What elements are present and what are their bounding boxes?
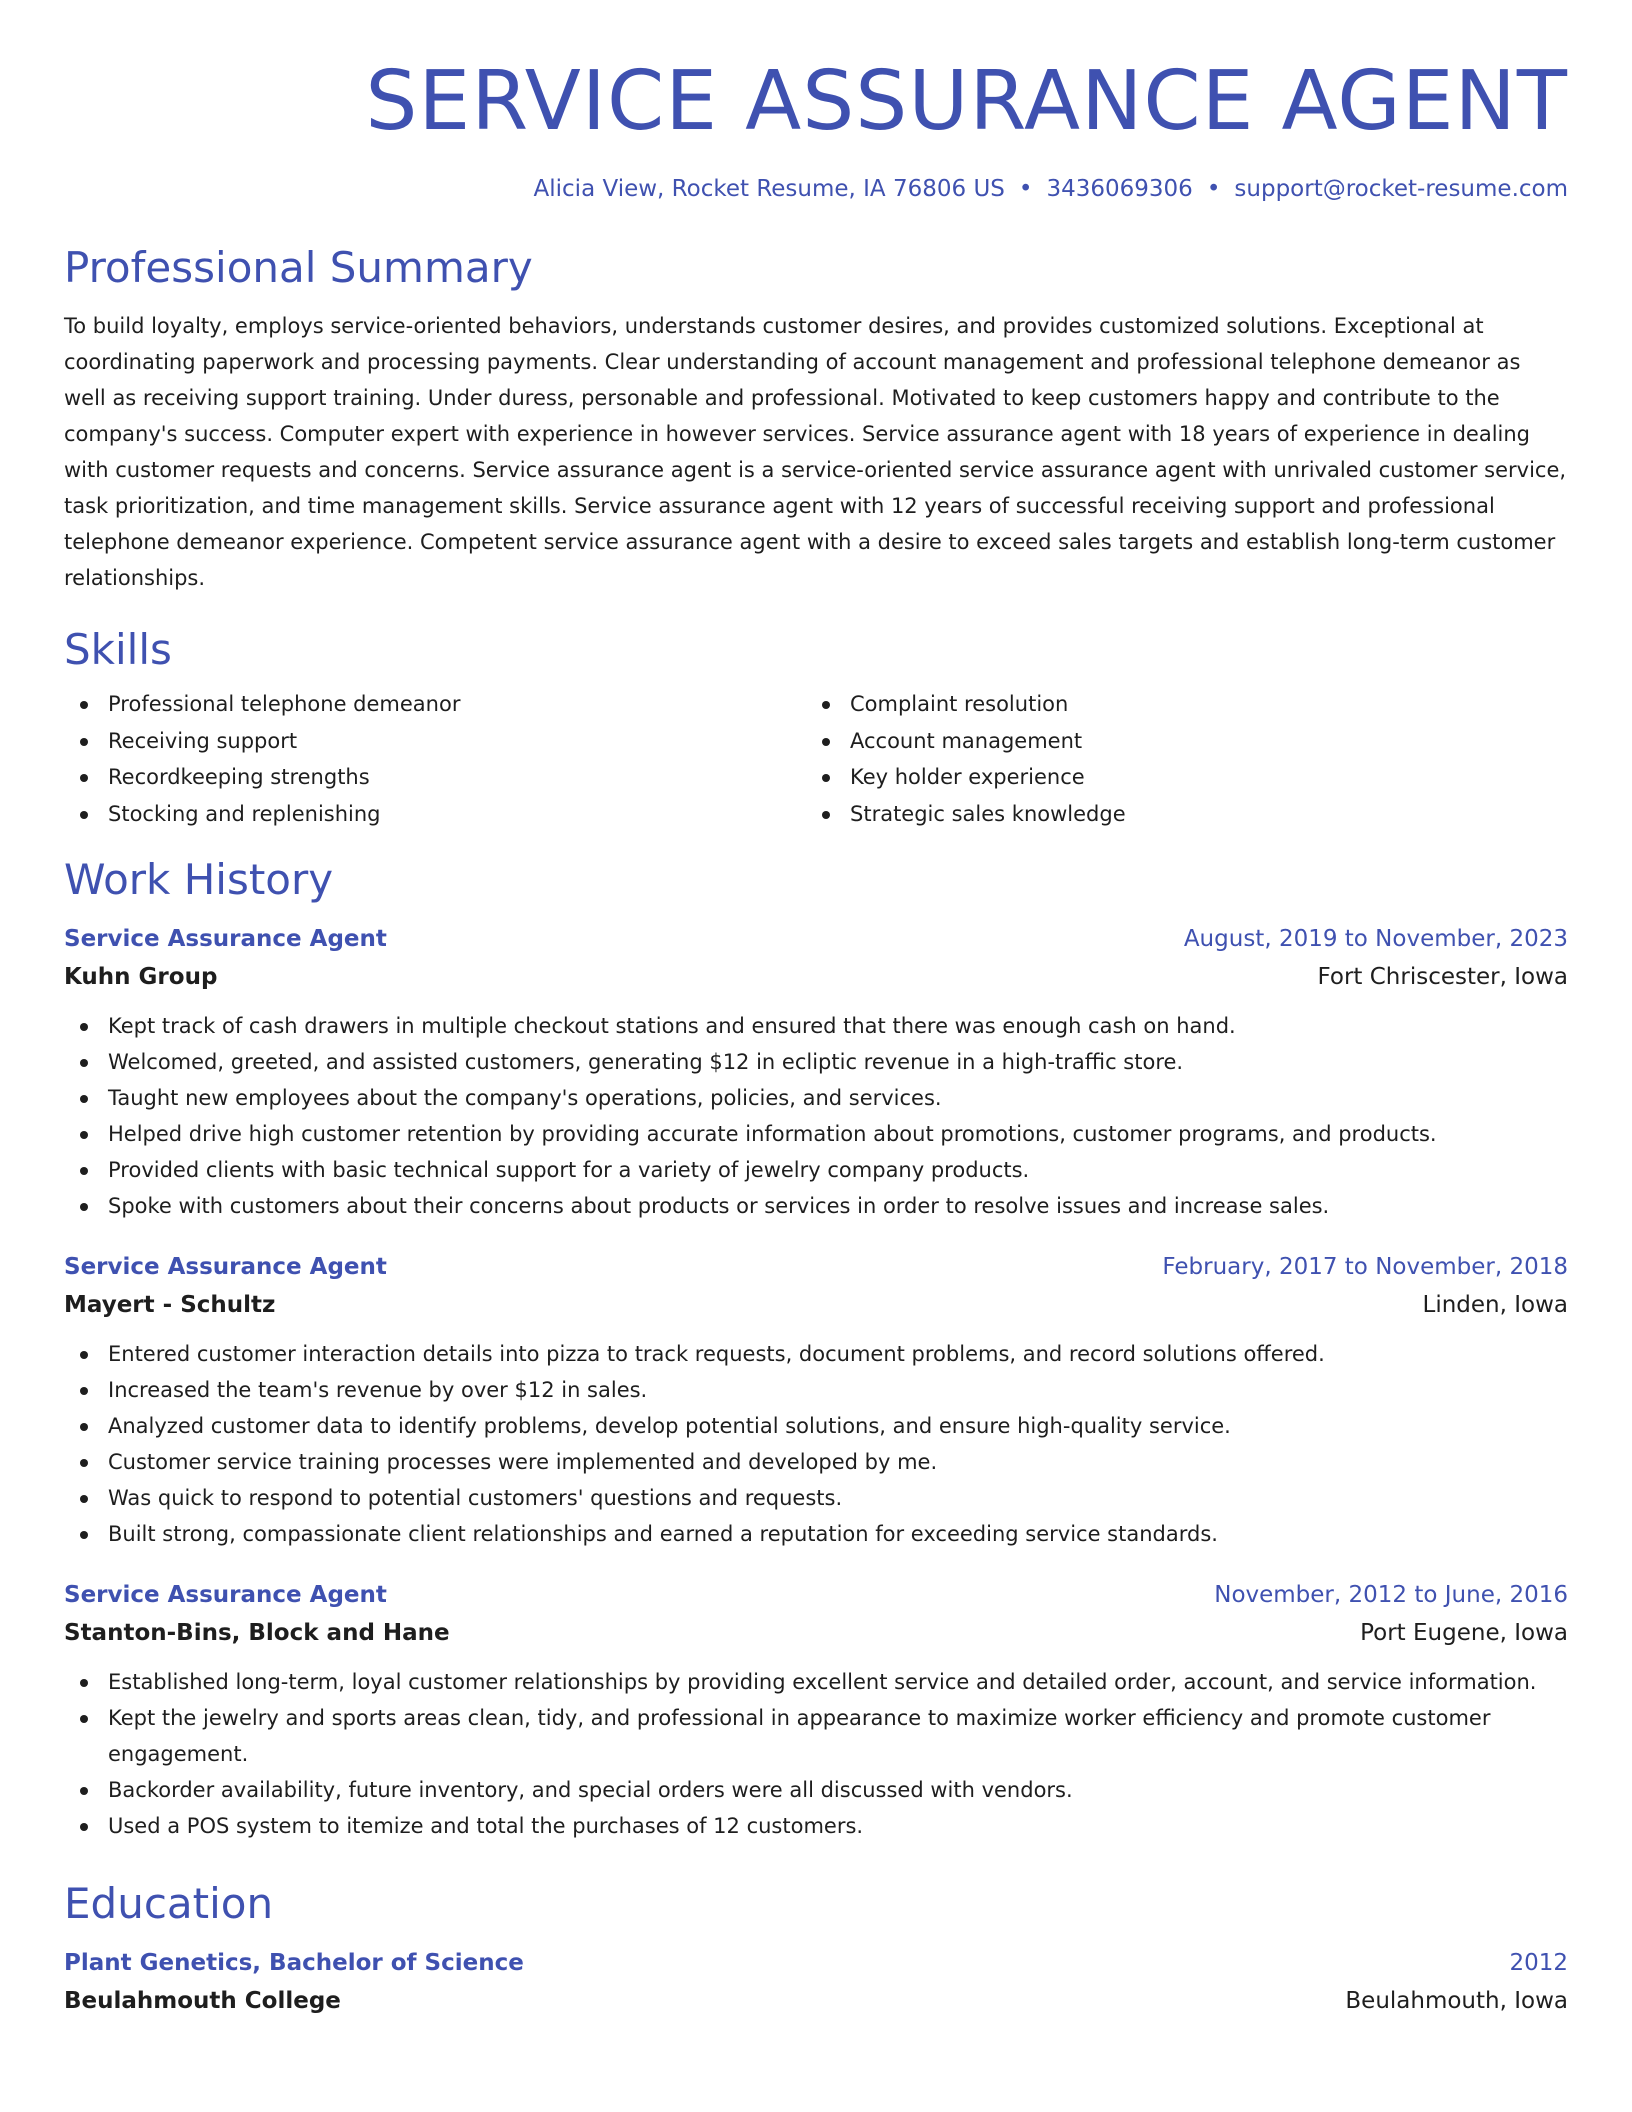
job-bullet: Entered customer interaction details into pizza to track requests, document problems, and record solutions offered.: [64, 1336, 1568, 1372]
job-bullet: Backorder availability, future inventory, and special orders were all discussed with vendors.: [64, 1772, 1568, 1808]
summary-heading: Professional Summary: [64, 243, 533, 292]
job-dates: November, 2012 to June, 2016: [1214, 1582, 1568, 1609]
education-year: 2012: [1509, 1950, 1568, 1977]
job-location: Linden, Iowa: [1422, 1292, 1568, 1319]
contact-separator: •: [1206, 176, 1221, 202]
skill-item: Account management: [806, 723, 1548, 760]
job-company-row: [64, 1286, 1568, 1324]
job-title: Service Assurance Agent: [64, 1582, 387, 1609]
job-bullet: Welcomed, greeted, and assisted customers, generating $12 in ecliptic revenue in a high-traffic store.: [64, 1044, 1568, 1080]
skills-column-left: [64, 686, 806, 832]
skill-item: Recordkeeping strengths: [64, 759, 806, 796]
job-title: Service Assurance Agent: [64, 1254, 387, 1281]
skills-heading: Skills: [64, 625, 172, 674]
job-bullet: Built strong, compassionate client relationships and earned a reputation for exceeding service standards.: [64, 1516, 1568, 1552]
resume-page: [64, 0, 1568, 2112]
job-bullets: [64, 1008, 1568, 1224]
job-bullet: Used a POS system to itemize and total the purchases of 12 customers.: [64, 1808, 1568, 1844]
contact-email: support@rocket-resume.com: [1234, 176, 1568, 202]
education-location: Beulahmouth, Iowa: [1345, 1988, 1568, 2015]
job-bullet: Analyzed customer data to identify problems, develop potential solutions, and ensure high-quality service.: [64, 1408, 1568, 1444]
job-company: Kuhn Group: [64, 964, 218, 991]
job-bullet: Helped drive high customer retention by providing accurate information about promotions, customer programs, and products.: [64, 1116, 1568, 1152]
skills-list: [64, 686, 1568, 832]
skill-item: Professional telephone demeanor: [64, 686, 806, 723]
job-title-row: [64, 1576, 1568, 1614]
skills-column-right: [806, 686, 1548, 832]
contact-address: Alicia View, Rocket Resume, IA 76806 US: [533, 176, 1005, 202]
job-company-row: [64, 1614, 1568, 1652]
job-title-row: [64, 1248, 1568, 1286]
job-bullet: Customer service training processes were implemented and developed by me.: [64, 1444, 1568, 1480]
skill-item: Complaint resolution: [806, 686, 1548, 723]
job-company-row: [64, 958, 1568, 996]
resume-header: [64, 0, 1568, 206]
skill-item: Stocking and replenishing: [64, 796, 806, 833]
job-entry: [64, 920, 1568, 1224]
job-bullet: Kept the jewelry and sports areas clean, tidy, and professional in appearance to maximize worker efficiency and promote customer engagement.: [64, 1700, 1568, 1772]
skill-item: Receiving support: [64, 723, 806, 760]
education-school: Beulahmouth College: [64, 1988, 341, 2015]
education-degree-row: [64, 1944, 1568, 1982]
job-dates: February, 2017 to November, 2018: [1162, 1254, 1568, 1281]
education-heading: Education: [64, 1879, 274, 1929]
job-title: Service Assurance Agent: [64, 926, 387, 953]
job-location: Fort Chriscester, Iowa: [1317, 964, 1568, 991]
job-company: Stanton-Bins, Block and Hane: [64, 1620, 450, 1647]
job-entry: [64, 1576, 1568, 1844]
summary-text: To build loyalty, employs service-oriented behaviors, understands customer desires, and provides customized solutions. Exceptional at coordinating paperwork and processing payments. Clear understanding of account management and professional telephone demeanor as well as receiving support training. Under duress, personable and professional. Motivated to keep customers happy and contribute to the company's success. Computer expert with experience in however services. Service assurance agent with 18 years of experience in dealing with customer requests and concerns. Service assurance agent is a service-oriented service assurance agent with unrivaled customer service, task prioritization, and time management skills. Service assurance agent with 12 years of successful receiving support and professional telephone demeanor experience. Competent service assurance agent with a desire to exceed sales targets and establish long-term customer relationships.: [64, 314, 1567, 590]
job-entry: [64, 1248, 1568, 1552]
skill-item: Strategic sales knowledge: [806, 796, 1548, 833]
job-dates: August, 2019 to November, 2023: [1183, 926, 1568, 953]
skill-item: Key holder experience: [806, 759, 1548, 796]
work-history-heading: Work History: [64, 855, 334, 905]
job-bullet: Provided clients with basic technical support for a variety of jewelry company products.: [64, 1152, 1568, 1188]
job-bullet: Spoke with customers about their concerns about products or services in order to resolve issues and increase sales.: [64, 1188, 1568, 1224]
candidate-title: SERVICE ASSURANCE AGENT: [365, 54, 1568, 149]
contact-phone: 3436069306: [1046, 176, 1193, 202]
education-school-row: [64, 1982, 1568, 2020]
education-degree: Plant Genetics, Bachelor of Science: [64, 1950, 524, 1977]
job-bullets: [64, 1664, 1568, 1844]
job-company: Mayert - Schultz: [64, 1292, 276, 1319]
job-bullet: Kept track of cash drawers in multiple checkout stations and ensured that there was enough cash on hand.: [64, 1008, 1568, 1044]
job-bullets: [64, 1336, 1568, 1552]
job-location: Port Eugene, Iowa: [1360, 1620, 1568, 1647]
job-bullet: Was quick to respond to potential customers' questions and requests.: [64, 1480, 1568, 1516]
education-entry: [64, 1944, 1568, 2020]
contact-line: [64, 172, 1568, 206]
job-bullet: Increased the team's revenue by over $12 in sales.: [64, 1372, 1568, 1408]
job-bullet: Established long-term, loyal customer relationships by providing excellent service and detailed order, account, and service information.: [64, 1664, 1568, 1700]
contact-separator: •: [1018, 176, 1033, 202]
job-bullet: Taught new employees about the company's operations, policies, and services.: [64, 1080, 1568, 1116]
job-title-row: [64, 920, 1568, 958]
